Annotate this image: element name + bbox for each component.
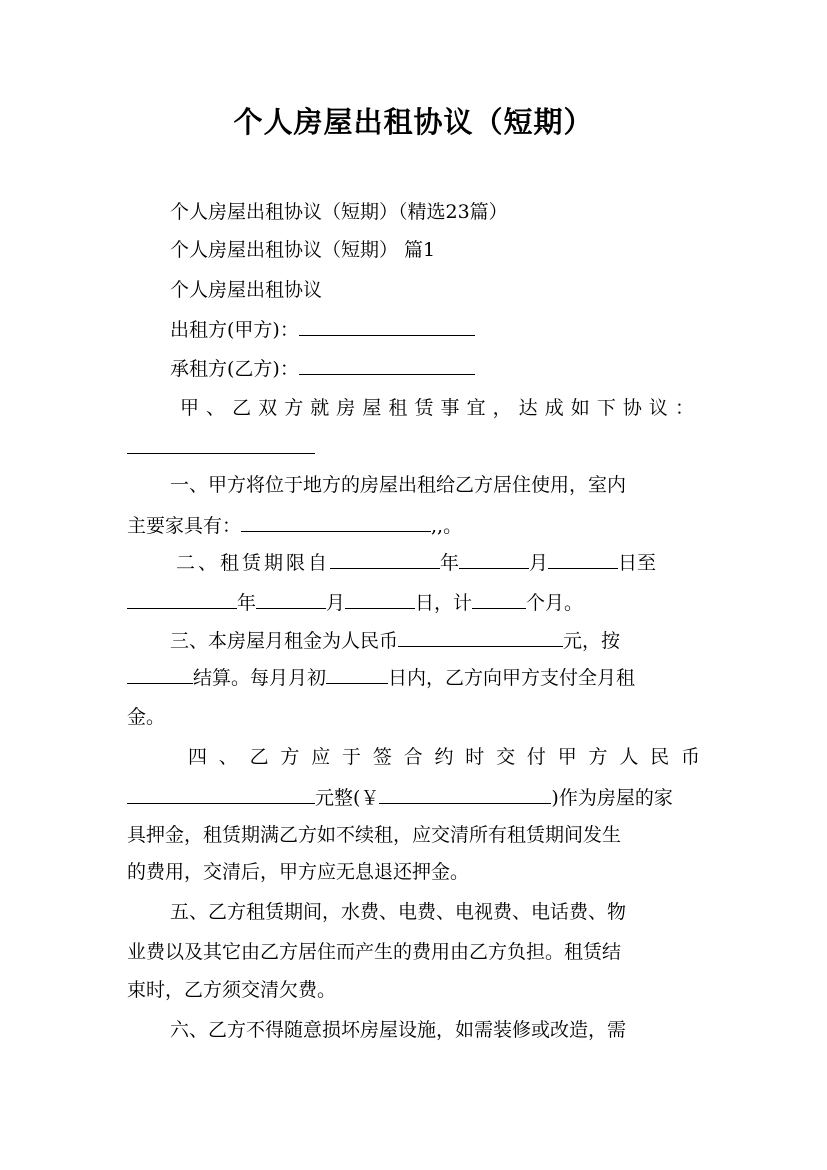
clause-6-line-1: 六、乙方不得随意损坏房屋设施，如需装修或改造，需 — [170, 1019, 627, 1041]
start-day-blank — [548, 550, 618, 569]
end-day-label: 日，计 — [415, 592, 473, 614]
settlement-label: 结算。每月月初 — [193, 667, 327, 689]
lessor-blank — [299, 317, 475, 336]
lessee-label: 承租方(乙方)： — [170, 358, 299, 380]
furniture-blank — [241, 513, 431, 532]
deposit-purpose: )作为房屋的家 — [551, 787, 673, 809]
end-month-label: 月 — [326, 592, 346, 614]
clause-3-line-1 — [170, 628, 700, 653]
furniture-label: 主要家具有： — [127, 515, 242, 537]
document-title: 个人房屋出租协议（短期） — [233, 105, 594, 139]
lessee-line — [170, 356, 700, 381]
lessor-label: 出租方(甲方)： — [170, 319, 299, 341]
deposit-unit: 元整(￥ — [315, 787, 380, 809]
agreement-intro: 甲、乙双方就房屋租赁事宜，达成如下协议： — [180, 397, 694, 419]
rent-blank — [398, 628, 563, 647]
furniture-tail: ,,。 — [431, 515, 463, 537]
clause-1-line-1: 一、甲方将位于地方的房屋出租给乙方居住使用，室内 — [170, 474, 627, 496]
clause-1-line-2 — [127, 513, 700, 538]
clause-5-line-1: 五、乙方租赁期间，水费、电费、电视费、电话费、物 — [170, 901, 627, 923]
end-year-blank — [127, 590, 237, 609]
settlement-blank — [127, 665, 193, 684]
days-blank — [326, 665, 388, 684]
deposit-figure-blank — [379, 785, 551, 804]
intro-blank — [127, 453, 315, 454]
deposit-amount-blank — [127, 785, 315, 804]
subtitle-line: 个人房屋出租协议（短期）（精选23篇） — [170, 201, 508, 223]
lease-from-label: 二、租赁期限自 — [176, 552, 331, 574]
end-day-blank — [345, 590, 415, 609]
payment-label: 日内，乙方向甲方支付全月租 — [388, 667, 636, 689]
day-to-label: 日至 — [618, 552, 657, 574]
lessee-blank — [299, 356, 475, 375]
clause-4-line-2 — [127, 785, 700, 810]
start-month-blank — [459, 550, 529, 569]
months-label: 个月。 — [526, 592, 584, 614]
clause-4-line-1: 四、乙方应于签合约时交付甲方人民币 — [188, 746, 700, 768]
clause-5-line-2: 业费以及其它由乙方居住而产生的费用由乙方负担。租赁结 — [127, 941, 622, 963]
lessor-line — [170, 317, 700, 342]
clause-3-line-3: 金。 — [127, 706, 166, 728]
clause-5-line-3: 束时，乙方须交清欠费。 — [127, 979, 337, 1001]
month-label: 月 — [529, 552, 549, 574]
end-month-blank — [256, 590, 326, 609]
rent-unit: 元，按 — [563, 630, 621, 652]
rent-label: 三、本房屋月租金为人民币 — [170, 630, 399, 652]
year-label: 年 — [440, 552, 460, 574]
months-blank — [472, 590, 526, 609]
section-heading: 个人房屋出租协议（短期） 篇1 — [170, 239, 436, 261]
end-year-label: 年 — [237, 592, 257, 614]
clause-4-line-4: 的费用，交清后，甲方应无息退还押金。 — [127, 861, 470, 883]
clause-2-line-2 — [127, 590, 700, 615]
clause-4-line-3: 具押金，租赁期满乙方如不续租，应交清所有租赁期间发生 — [127, 824, 622, 846]
start-year-blank — [330, 550, 440, 569]
agreement-heading: 个人房屋出租协议 — [170, 279, 323, 301]
clause-2-line-1 — [176, 550, 700, 575]
clause-3-line-2 — [127, 665, 700, 690]
